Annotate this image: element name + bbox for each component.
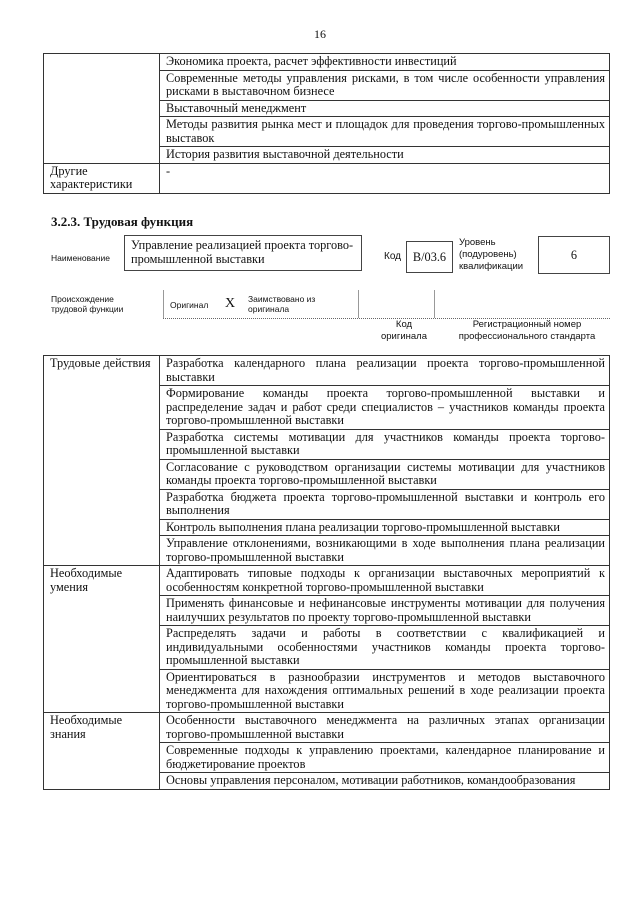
original-mark: X: [225, 296, 236, 311]
origin-divider-mid: [358, 290, 359, 318]
table-cell: Управление отклонениями, возникающими в ходе выполнения плана реализации торгово-промышленной выставки: [160, 536, 610, 566]
code-original-caption: Код оригинала: [380, 319, 427, 342]
table-cell: Экономика проекта, расчет эффективности инвестиций: [160, 54, 610, 71]
origin-divider-left: [163, 290, 164, 318]
table-cell: Основы управления персоналом, мотивации работников, командообразования: [160, 773, 610, 790]
other-characteristics-value: -: [160, 163, 610, 193]
table-cell: Современные подходы к управлению проектами, календарное планирование и бюджетирование проектов: [160, 743, 610, 773]
table-row: [44, 713, 610, 743]
group-label: Необходимые умения: [44, 566, 160, 713]
table-cell: Разработка системы мотивации для участников команды проекта торгово-промышленной выставки: [160, 429, 610, 459]
level-label: Уровень (подуровень) квалификации: [459, 237, 524, 272]
table-row: [44, 54, 610, 71]
table-cell: Ориентироваться в разнообразии инструментов и методов выставочного менеджмента для нахождения оптимальных решений в ходе реализации проекта торгово-промышленной выставки: [160, 669, 610, 713]
name-label: Наименование: [51, 253, 110, 263]
section-title: 3.2.3. Трудовая функция: [51, 214, 194, 229]
code-value: B/03.6: [412, 250, 447, 264]
origin-divider-right: [434, 290, 435, 318]
table-cell: История развития выставочной деятельности: [160, 147, 610, 164]
table-cell: Особенности выставочного менеджмента на различных этапах организации торгово-промышленной выставки: [160, 713, 610, 743]
page-number: 16: [314, 27, 326, 41]
table-cell: Методы развития рынка мест и площадок для проведения торгово-промышленных выставок: [160, 117, 610, 147]
origin-label: Происхождение трудовой функции: [51, 294, 124, 314]
table-cell: Согласование с руководством организации системы мотивации для участников команды проекта торгово-промышленной выставки: [160, 459, 610, 489]
table-cell: Современные методы управления рисками, в том числе особенности управления рисками в выставочном бизнесе: [160, 70, 610, 100]
top-table: [43, 53, 610, 194]
other-characteristics-label: Другие характеристики: [44, 163, 160, 193]
group-label: Трудовые действия: [44, 356, 160, 566]
table-cell: Выставочный менеджмент: [160, 100, 610, 117]
table-cell: Разработка бюджета проекта торгово-промышленной выставки и контроль его выполнения: [160, 489, 610, 519]
code-value-box: [406, 241, 453, 273]
table-cell: Разработка календарного плана реализации проекта торгово-промышленной выставки: [160, 356, 610, 386]
table-cell: Контроль выполнения плана реализации торгово-промышленной выставки: [160, 519, 610, 536]
table-cell: Распределять задачи и работы в соответствии с квалификацией и индивидуальными особенностями участников команды проекта торгово-промышленной выставки: [160, 626, 610, 670]
table-cell: Применять финансовые и нефинансовые инструменты мотивации для получения наилучших результатов по проекту торгово-промышленной выставки: [160, 596, 610, 626]
table-cell: Адаптировать типовые подходы к организации выставочных мероприятий к особенностям конкретной торгово-промышленной выставки: [160, 566, 610, 596]
table-row: [44, 566, 610, 596]
group-label: Необходимые знания: [44, 713, 160, 790]
borrowed-label: Заимствовано из оригинала: [248, 294, 316, 314]
main-table: [43, 355, 610, 790]
table-row: [44, 356, 610, 386]
table-cell-empty: [44, 54, 160, 164]
table-row: [44, 163, 610, 193]
level-value-box: [538, 236, 610, 274]
registration-caption: Регистрационный номер профессионального стандарта: [458, 319, 596, 342]
table-cell: Формирование команды проекта торгово-промышленной выставки и распределение задач и работ среди специалистов – участников команды проекта торгово-промышленной выставки: [160, 386, 610, 430]
name-value-box: [124, 235, 362, 271]
original-label: Оригинал: [170, 300, 209, 310]
code-label: Код: [384, 251, 402, 262]
name-value: Управление реализацией проекта торгово-промышленной выставки: [131, 238, 354, 266]
level-value: 6: [570, 248, 578, 262]
